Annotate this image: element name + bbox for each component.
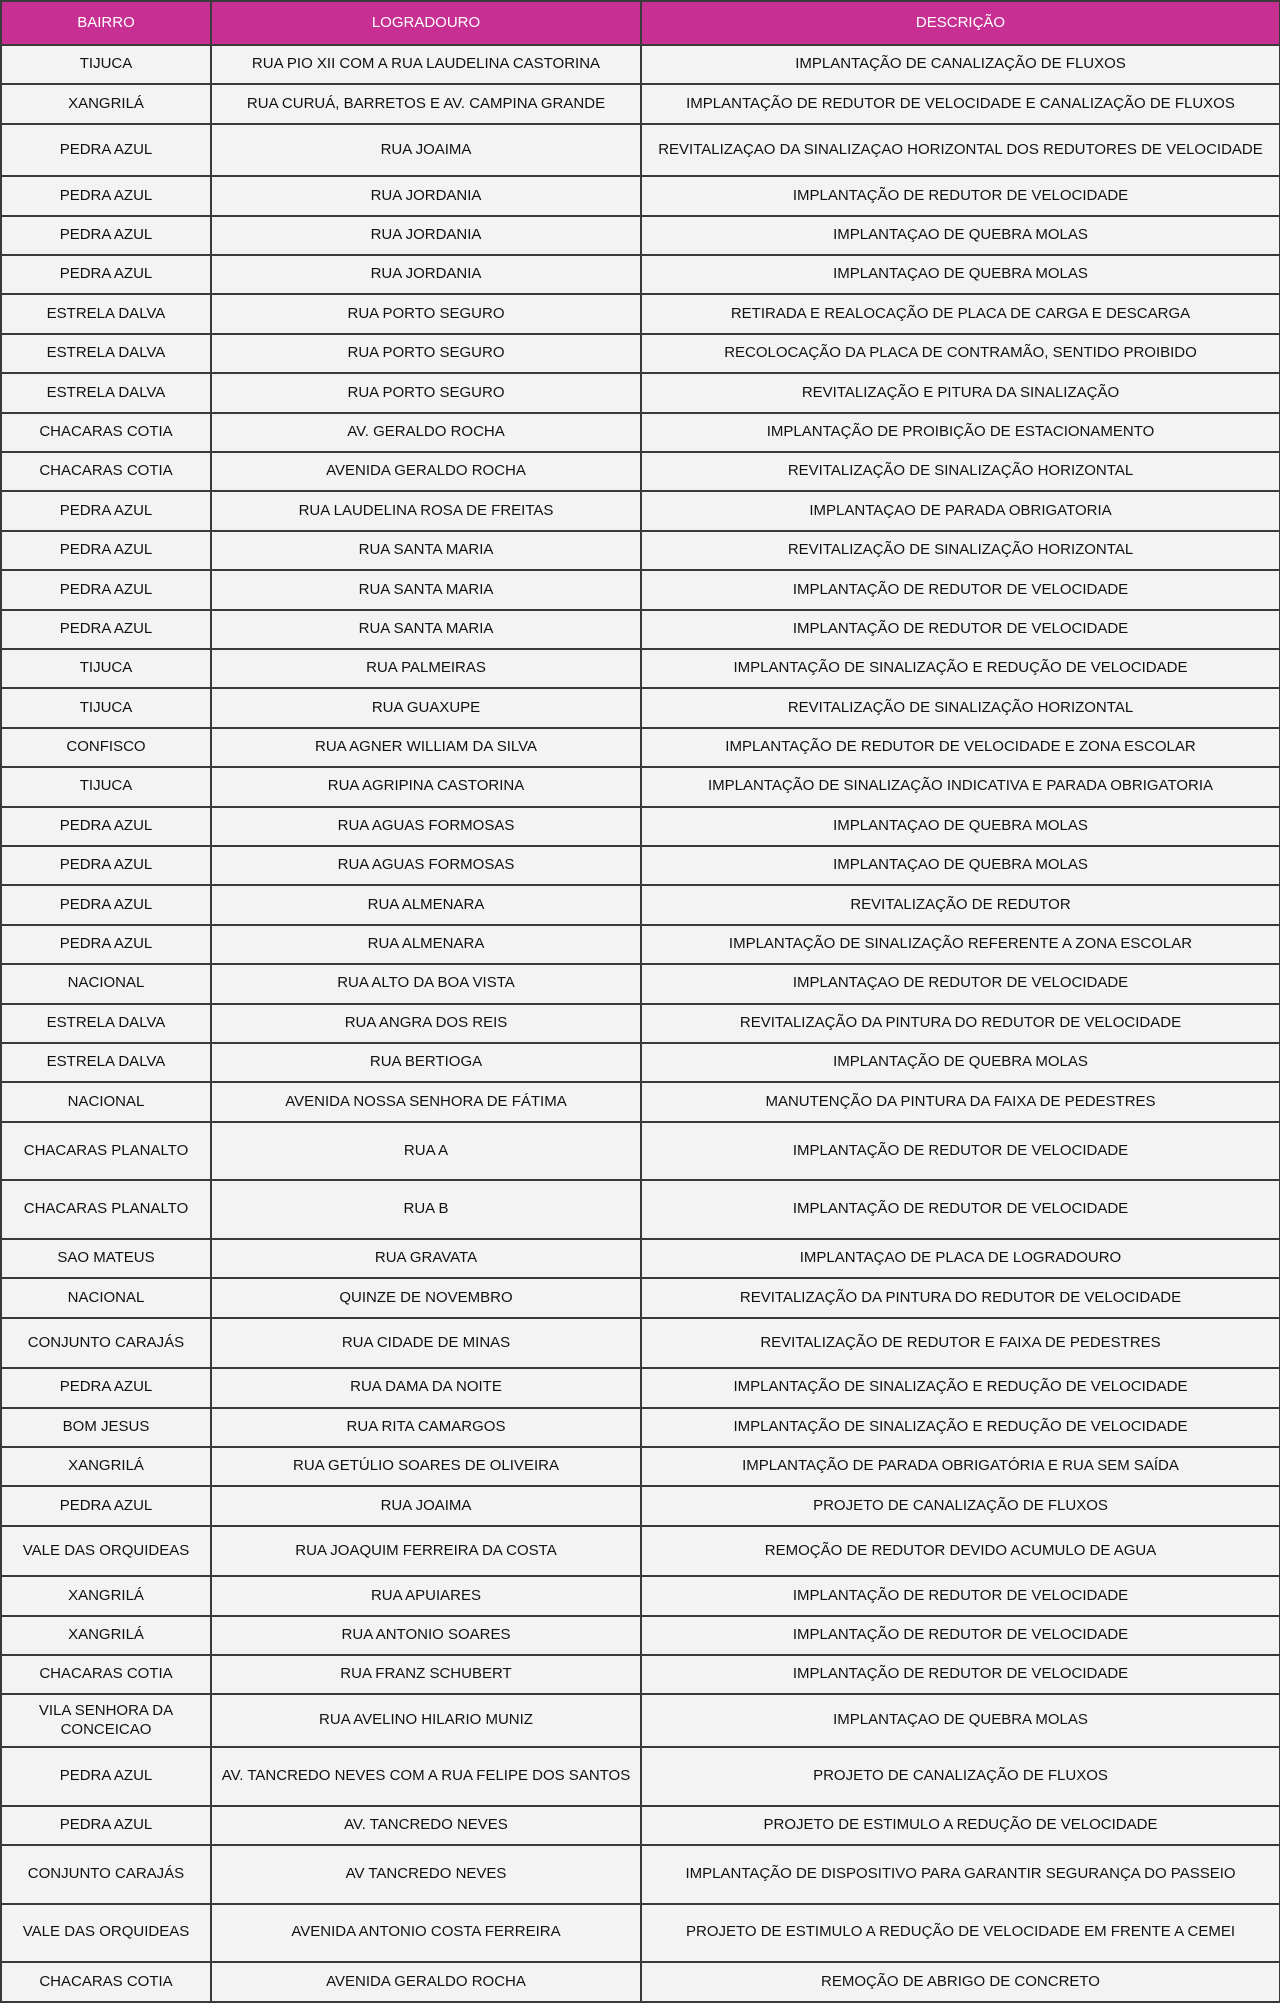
cell-logradouro: RUA JORDANIA (211, 216, 641, 255)
table-row (1, 1526, 1280, 1577)
cell-logradouro: RUA AGNER WILLIAM DA SILVA (211, 728, 641, 767)
cell-logradouro: RUA PORTO SEGURO (211, 334, 641, 373)
cell-bairro: CHACARAS COTIA (1, 413, 211, 452)
cell-descricao: REVITALIZAÇÃO DE SINALIZAÇÃO HORIZONTAL (641, 688, 1280, 727)
table-body (1, 45, 1280, 2002)
table-row (1, 964, 1280, 1003)
cell-logradouro: RUA FRANZ SCHUBERT (211, 1655, 641, 1694)
cell-logradouro: AVENIDA ANTONIO COSTA FERREIRA (211, 1904, 641, 1963)
cell-logradouro: AVENIDA NOSSA SENHORA DE FÁTIMA (211, 1082, 641, 1121)
table-row (1, 1180, 1280, 1239)
cell-descricao: IMPLANTAÇÃO DE PARADA OBRIGATÓRIA E RUA SEM SAÍDA (641, 1447, 1280, 1486)
cell-bairro: CONJUNTO CARAJÁS (1, 1318, 211, 1369)
cell-bairro: VILA SENHORA DA CONCEICAO (1, 1694, 211, 1747)
cell-descricao: IMPLANTAÇÃO DE REDUTOR DE VELOCIDADE (641, 570, 1280, 609)
table-row (1, 610, 1280, 649)
cell-descricao: IMPLANTAÇÃO DE REDUTOR DE VELOCIDADE (641, 610, 1280, 649)
table-row (1, 1616, 1280, 1655)
table-row (1, 688, 1280, 727)
cell-bairro: TIJUCA (1, 688, 211, 727)
cell-logradouro: RUA GETÚLIO SOARES DE OLIVEIRA (211, 1447, 641, 1486)
cell-descricao: REVITALIZAÇÃO DA PINTURA DO REDUTOR DE VELOCIDADE (641, 1278, 1280, 1317)
cell-bairro: PEDRA AZUL (1, 1747, 211, 1806)
cell-logradouro: RUA JOAQUIM FERREIRA DA COSTA (211, 1526, 641, 1577)
cell-logradouro: RUA RITA CAMARGOS (211, 1408, 641, 1447)
table-row (1, 1655, 1280, 1694)
cell-logradouro: RUA DAMA DA NOITE (211, 1368, 641, 1407)
cell-bairro: CHACARAS COTIA (1, 1962, 211, 2002)
header-descricao: DESCRIÇÃO (641, 1, 1280, 45)
table-row (1, 846, 1280, 885)
cell-bairro: TIJUCA (1, 45, 211, 84)
cell-bairro: CHACARAS PLANALTO (1, 1180, 211, 1239)
cell-bairro: BOM JESUS (1, 1408, 211, 1447)
cell-descricao: IMPLANTAÇAO DE PARADA OBRIGATORIA (641, 491, 1280, 530)
cell-descricao: RETIRADA E REALOCAÇÃO DE PLACA DE CARGA E DESCARGA (641, 294, 1280, 333)
cell-descricao: IMPLANTAÇÃO DE REDUTOR DE VELOCIDADE (641, 176, 1280, 215)
cell-descricao: IMPLANTAÇAO DE PLACA DE LOGRADOURO (641, 1239, 1280, 1278)
cell-bairro: CONJUNTO CARAJÁS (1, 1845, 211, 1904)
cell-logradouro: AV. GERALDO ROCHA (211, 413, 641, 452)
cell-descricao: IMPLANTAÇÃO DE SINALIZAÇÃO REFERENTE A ZONA ESCOLAR (641, 925, 1280, 964)
table-row (1, 294, 1280, 333)
cell-logradouro: RUA GUAXUPE (211, 688, 641, 727)
table-row (1, 728, 1280, 767)
table-row (1, 1904, 1280, 1963)
cell-descricao: REVITALIZAÇÃO E PITURA DA SINALIZAÇÃO (641, 373, 1280, 412)
cell-descricao: IMPLANTAÇÃO DE SINALIZAÇÃO E REDUÇÃO DE VELOCIDADE (641, 1408, 1280, 1447)
cell-descricao: REVITALIZAÇÃO DA PINTURA DO REDUTOR DE VELOCIDADE (641, 1004, 1280, 1043)
cell-bairro: VALE DAS ORQUIDEAS (1, 1526, 211, 1577)
table-row (1, 1239, 1280, 1278)
cell-logradouro: RUA AGUAS FORMOSAS (211, 807, 641, 846)
cell-logradouro: RUA JOAIMA (211, 1486, 641, 1525)
cell-descricao: IMPLANTAÇAO DE QUEBRA MOLAS (641, 255, 1280, 294)
cell-logradouro: RUA ALMENARA (211, 885, 641, 924)
cell-bairro: XANGRILÁ (1, 84, 211, 123)
cell-descricao: IMPLANTAÇÃO DE REDUTOR DE VELOCIDADE (641, 1655, 1280, 1694)
cell-logradouro: RUA SANTA MARIA (211, 570, 641, 609)
cell-bairro: PEDRA AZUL (1, 216, 211, 255)
table-row (1, 1694, 1280, 1747)
cell-bairro: NACIONAL (1, 964, 211, 1003)
cell-descricao: MANUTENÇÃO DA PINTURA DA FAIXA DE PEDESTRES (641, 1082, 1280, 1121)
cell-logradouro: RUA AGUAS FORMOSAS (211, 846, 641, 885)
cell-logradouro: AV. TANCREDO NEVES (211, 1806, 641, 1845)
cell-logradouro: AV. TANCREDO NEVES COM A RUA FELIPE DOS SANTOS (211, 1747, 641, 1806)
cell-bairro: PEDRA AZUL (1, 176, 211, 215)
table-row (1, 1486, 1280, 1525)
cell-logradouro: RUA JOAIMA (211, 124, 641, 177)
cell-bairro: PEDRA AZUL (1, 491, 211, 530)
cell-logradouro: RUA PALMEIRAS (211, 649, 641, 688)
cell-logradouro: RUA SANTA MARIA (211, 610, 641, 649)
table-row (1, 373, 1280, 412)
cell-descricao: IMPLANTAÇÃO DE SINALIZAÇÃO E REDUÇÃO DE VELOCIDADE (641, 1368, 1280, 1407)
cell-bairro: XANGRILÁ (1, 1576, 211, 1615)
header-bairro: BAIRRO (1, 1, 211, 45)
cell-logradouro: RUA SANTA MARIA (211, 531, 641, 570)
cell-bairro: XANGRILÁ (1, 1616, 211, 1655)
cell-logradouro: AV TANCREDO NEVES (211, 1845, 641, 1904)
cell-logradouro: RUA ALMENARA (211, 925, 641, 964)
cell-descricao: IMPLANTAÇÃO DE REDUTOR DE VELOCIDADE (641, 1122, 1280, 1181)
table-row (1, 1447, 1280, 1486)
cell-bairro: CHACARAS COTIA (1, 452, 211, 491)
cell-bairro: ESTRELA DALVA (1, 1004, 211, 1043)
cell-descricao: IMPLANTAÇÃO DE REDUTOR DE VELOCIDADE (641, 1616, 1280, 1655)
cell-bairro: VALE DAS ORQUIDEAS (1, 1904, 211, 1963)
cell-logradouro: RUA B (211, 1180, 641, 1239)
cell-logradouro: RUA ANGRA DOS REIS (211, 1004, 641, 1043)
cell-descricao: REMOÇÃO DE REDUTOR DEVIDO ACUMULO DE AGUA (641, 1526, 1280, 1577)
cell-logradouro: QUINZE DE NOVEMBRO (211, 1278, 641, 1317)
cell-descricao: PROJETO DE CANALIZAÇÃO DE FLUXOS (641, 1486, 1280, 1525)
table-row (1, 1278, 1280, 1317)
cell-descricao: IMPLANTAÇAO DE QUEBRA MOLAS (641, 807, 1280, 846)
cell-logradouro: RUA JORDANIA (211, 176, 641, 215)
table-header-row (1, 1, 1280, 45)
table-row (1, 1408, 1280, 1447)
cell-descricao: REVITALIZAÇÃO DE REDUTOR (641, 885, 1280, 924)
cell-bairro: SAO MATEUS (1, 1239, 211, 1278)
cell-bairro: XANGRILÁ (1, 1447, 211, 1486)
cell-logradouro: RUA GRAVATA (211, 1239, 641, 1278)
cell-bairro: PEDRA AZUL (1, 124, 211, 177)
cell-bairro: ESTRELA DALVA (1, 294, 211, 333)
cell-descricao: REVITALIZAÇÃO DE REDUTOR E FAIXA DE PEDESTRES (641, 1318, 1280, 1369)
cell-bairro: ESTRELA DALVA (1, 373, 211, 412)
cell-bairro: NACIONAL (1, 1278, 211, 1317)
cell-descricao: IMPLANTAÇÃO DE DISPOSITIVO PARA GARANTIR SEGURANÇA DO PASSEIO (641, 1845, 1280, 1904)
cell-bairro: NACIONAL (1, 1082, 211, 1121)
table-row (1, 1962, 1280, 2002)
cell-descricao: IMPLANTAÇÃO DE REDUTOR DE VELOCIDADE E CANALIZAÇÃO DE FLUXOS (641, 84, 1280, 123)
cell-bairro: PEDRA AZUL (1, 1806, 211, 1845)
cell-descricao: REMOÇÃO DE ABRIGO DE CONCRETO (641, 1962, 1280, 2002)
table-row (1, 491, 1280, 530)
table-row (1, 124, 1280, 177)
table-row (1, 176, 1280, 215)
table-row (1, 1004, 1280, 1043)
cell-bairro: PEDRA AZUL (1, 846, 211, 885)
table-row (1, 1082, 1280, 1121)
cell-logradouro: RUA LAUDELINA ROSA DE FREITAS (211, 491, 641, 530)
table-row (1, 84, 1280, 123)
cell-bairro: PEDRA AZUL (1, 925, 211, 964)
cell-descricao: REVITALIZAÇÃO DE SINALIZAÇÃO HORIZONTAL (641, 452, 1280, 491)
cell-logradouro: RUA CIDADE DE MINAS (211, 1318, 641, 1369)
cell-bairro: PEDRA AZUL (1, 570, 211, 609)
cell-logradouro: AVENIDA GERALDO ROCHA (211, 452, 641, 491)
cell-bairro: PEDRA AZUL (1, 885, 211, 924)
table-row (1, 413, 1280, 452)
cell-logradouro: RUA AGRIPINA CASTORINA (211, 767, 641, 806)
table-row (1, 216, 1280, 255)
table-row (1, 45, 1280, 84)
cell-bairro: PEDRA AZUL (1, 255, 211, 294)
cell-bairro: ESTRELA DALVA (1, 1043, 211, 1082)
cell-descricao: IMPLANTAÇÃO DE QUEBRA MOLAS (641, 1043, 1280, 1082)
cell-descricao: PROJETO DE ESTIMULO A REDUÇÃO DE VELOCIDADE EM FRENTE A CEMEI (641, 1904, 1280, 1963)
cell-logradouro: RUA PORTO SEGURO (211, 294, 641, 333)
table-row (1, 885, 1280, 924)
cell-bairro: PEDRA AZUL (1, 807, 211, 846)
table-row (1, 1122, 1280, 1181)
cell-logradouro: AVENIDA GERALDO ROCHA (211, 1962, 641, 2002)
table-row (1, 767, 1280, 806)
table-row (1, 925, 1280, 964)
cell-logradouro: RUA JORDANIA (211, 255, 641, 294)
cell-descricao: IMPLANTAÇÃO DE SINALIZAÇÃO INDICATIVA E PARADA OBRIGATORIA (641, 767, 1280, 806)
cell-descricao: IMPLANTAÇÃO DE REDUTOR DE VELOCIDADE (641, 1180, 1280, 1239)
cell-descricao: IMPLANTAÇAO DE REDUTOR DE VELOCIDADE (641, 964, 1280, 1003)
table-row (1, 570, 1280, 609)
cell-bairro: CHACARAS PLANALTO (1, 1122, 211, 1181)
table-row (1, 1845, 1280, 1904)
cell-bairro: PEDRA AZUL (1, 531, 211, 570)
cell-descricao: REVITALIZAÇÃO DE SINALIZAÇÃO HORIZONTAL (641, 531, 1280, 570)
cell-descricao: IMPLANTAÇAO DE QUEBRA MOLAS (641, 1694, 1280, 1747)
table-row (1, 1368, 1280, 1407)
cell-logradouro: RUA APUIARES (211, 1576, 641, 1615)
cell-descricao: IMPLANTAÇÃO DE SINALIZAÇÃO E REDUÇÃO DE VELOCIDADE (641, 649, 1280, 688)
table-row (1, 1043, 1280, 1082)
cell-logradouro: RUA ANTONIO SOARES (211, 1616, 641, 1655)
table-row (1, 1747, 1280, 1806)
cell-bairro: TIJUCA (1, 767, 211, 806)
cell-bairro: PEDRA AZUL (1, 1486, 211, 1525)
cell-logradouro: RUA A (211, 1122, 641, 1181)
table-row (1, 1318, 1280, 1369)
cell-descricao: REVITALIZAÇAO DA SINALIZAÇAO HORIZONTAL DOS REDUTORES DE VELOCIDADE (641, 124, 1280, 177)
cell-descricao: IMPLANTAÇAO DE QUEBRA MOLAS (641, 216, 1280, 255)
cell-bairro: PEDRA AZUL (1, 610, 211, 649)
cell-bairro: ESTRELA DALVA (1, 334, 211, 373)
cell-bairro: CHACARAS COTIA (1, 1655, 211, 1694)
cell-logradouro: RUA ALTO DA BOA VISTA (211, 964, 641, 1003)
table-row (1, 649, 1280, 688)
header-logradouro: LOGRADOURO (211, 1, 641, 45)
cell-descricao: PROJETO DE ESTIMULO A REDUÇÃO DE VELOCIDADE (641, 1806, 1280, 1845)
cell-logradouro: RUA PORTO SEGURO (211, 373, 641, 412)
table-row (1, 1576, 1280, 1615)
cell-descricao: IMPLANTAÇÃO DE PROIBIÇÃO DE ESTACIONAMENTO (641, 413, 1280, 452)
cell-descricao: IMPLANTAÇÃO DE CANALIZAÇÃO DE FLUXOS (641, 45, 1280, 84)
table-row (1, 255, 1280, 294)
cell-descricao: IMPLANTAÇÃO DE REDUTOR DE VELOCIDADE (641, 1576, 1280, 1615)
cell-logradouro: RUA BERTIOGA (211, 1043, 641, 1082)
cell-logradouro: RUA PIO XII COM A RUA LAUDELINA CASTORINA (211, 45, 641, 84)
table-row (1, 531, 1280, 570)
table-row (1, 452, 1280, 491)
cell-descricao: IMPLANTAÇÃO DE REDUTOR DE VELOCIDADE E ZONA ESCOLAR (641, 728, 1280, 767)
cell-logradouro: RUA CURUÁ, BARRETOS E AV. CAMPINA GRANDE (211, 84, 641, 123)
cell-descricao: IMPLANTAÇAO DE QUEBRA MOLAS (641, 846, 1280, 885)
cell-bairro: CONFISCO (1, 728, 211, 767)
table-row (1, 807, 1280, 846)
table-row (1, 334, 1280, 373)
cell-descricao: RECOLOCAÇÃO DA PLACA DE CONTRAMÃO, SENTIDO PROIBIDO (641, 334, 1280, 373)
table-row (1, 1806, 1280, 1845)
cell-bairro: PEDRA AZUL (1, 1368, 211, 1407)
cell-bairro: TIJUCA (1, 649, 211, 688)
cell-descricao: PROJETO DE CANALIZAÇÃO DE FLUXOS (641, 1747, 1280, 1806)
cell-logradouro: RUA AVELINO HILARIO MUNIZ (211, 1694, 641, 1747)
